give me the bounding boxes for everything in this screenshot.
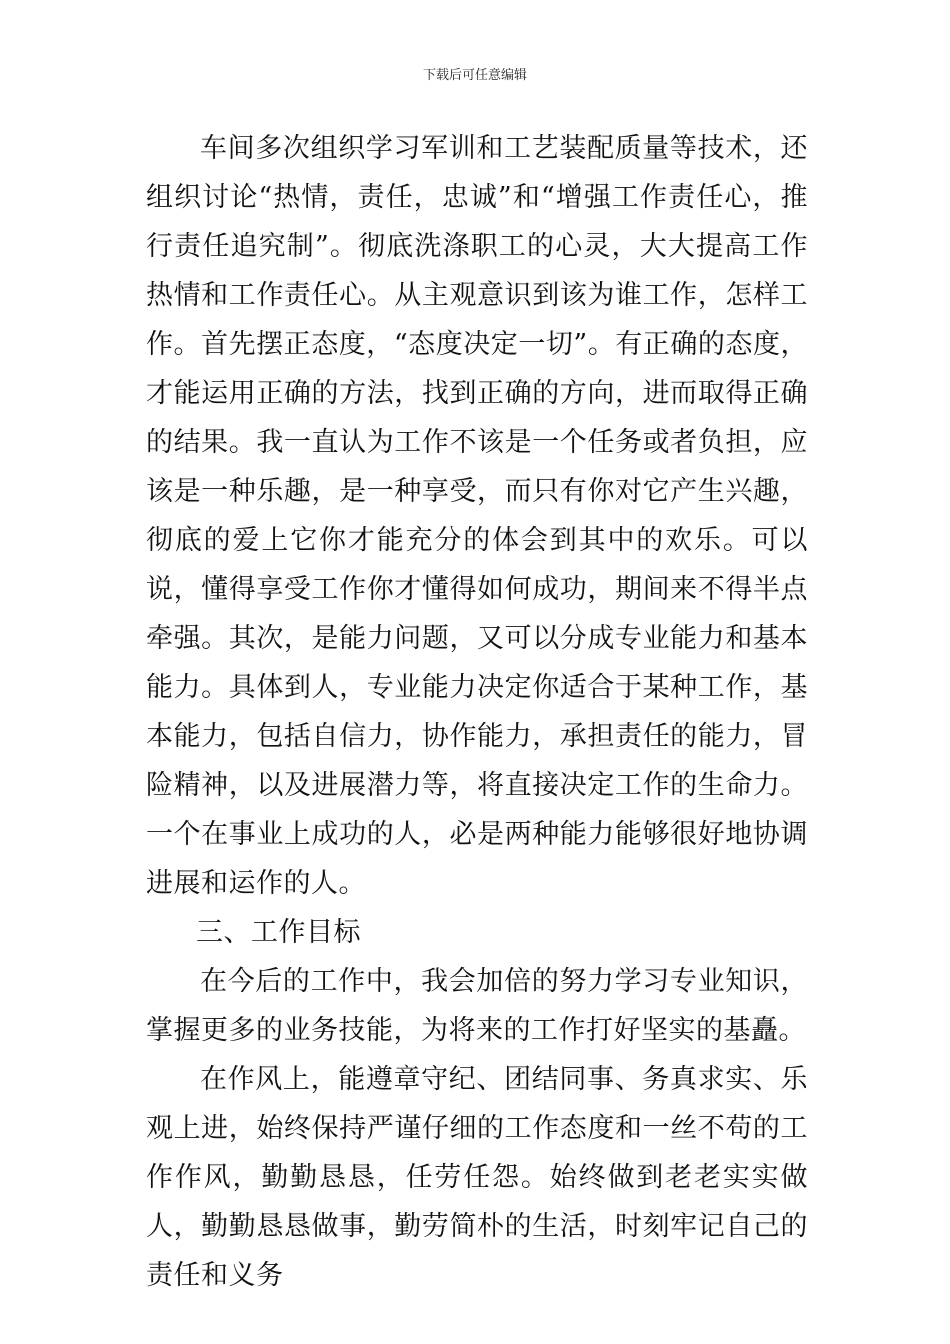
page-header: 下载后可任意编辑 — [422, 68, 527, 83]
paragraph-attitude-ability: 车间多次组织学习军训和工艺装配质量等技术，还组织讨论“热情，责任，忠诚”和“增强工作责任心，推行责任追究制”。彻底洗涤职工的心灵，大大提高工作热情和工作责任心。从主观意识到该为谁工作，怎样工作。首先摆正态度，“态度决定一切”。有正确的态度，才能运用正确的方法，找到正确的方向，进而取得正确的结果。我一直认为工作不该是一个任务或者负担，应该是一种乐趣，是一种享受，而只有你对它产生兴趣，彻底的爱上它你才能充分的体会到其中的欢乐。可以说，懂得享受工作你才懂得如何成功，期间来不得半点牵强。其次，是能力问题，又可以分成专业能力和基本能力。具体到人，专业能力决定你适合于某种工作，基本能力，包括自信力，协作能力，承担责任的能力，冒险精神，以及进展潜力等，将直接决定工作的生命力。一个在事业上成功的人，必是两种能力能够很好地协调进展和运作的人。 — [146, 133, 808, 899]
paragraph-learning: 在今后的工作中，我会加倍的努力学习专业知识，掌握更多的业务技能，为将来的工作打好坚实的基矗。 — [146, 966, 808, 1046]
paragraph-work-style: 在作风上，能遵章守纪、团结同事、务真求实、乐观上进，始终保持严谨仔细的工作态度和一丝不苟的工作作风，勤勤恳恳，任劳任怨。始终做到老老实实做人，勤勤恳恳做事，勤劳简朴的生活，时刻牢记自己的责任和义务 — [146, 1064, 808, 1291]
document-body — [146, 124, 808, 1300]
section-heading-work-goals: 三、工作目标 — [196, 917, 361, 948]
